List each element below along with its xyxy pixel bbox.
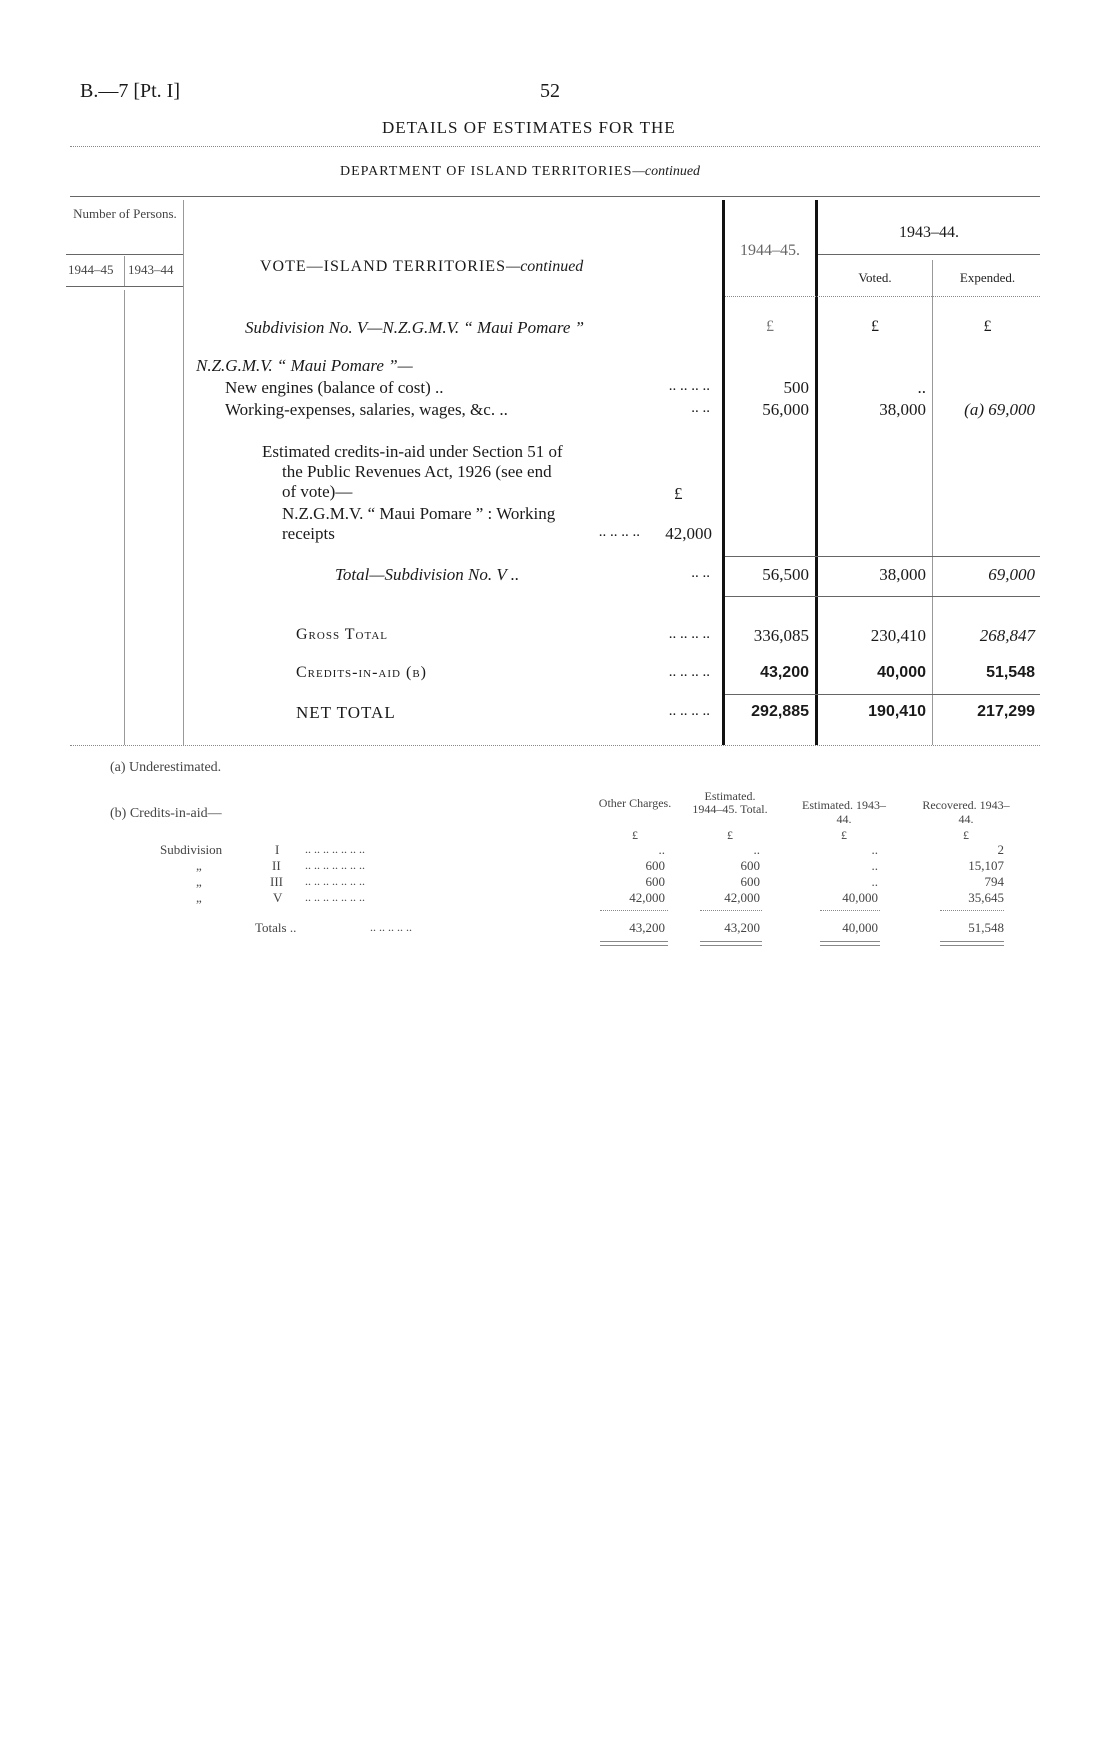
credits-in-aid-dots: .. .. .. .. <box>668 664 710 680</box>
credits-in-aid-est: 43,200 <box>760 664 809 681</box>
footnote-pound-est: £ <box>841 828 847 842</box>
footnote-row-est-total: 600 <box>740 874 760 889</box>
credits-in-aid-expended: 51,548 <box>986 664 1035 681</box>
footnote-totals-est: 40,000 <box>842 920 878 935</box>
document-reference: B.—7 [Pt. I] <box>80 80 180 102</box>
gross-total-label: Gross Total <box>296 626 389 643</box>
persons-year-1944: 1944–45 <box>68 262 114 277</box>
item-dots-working-expenses: .. .. <box>691 400 710 416</box>
footnote-row-est-total: 600 <box>740 858 760 873</box>
footnote-row-recovered: 35,645 <box>968 890 1004 905</box>
persons-year-rule <box>66 286 184 287</box>
gross-total-voted: 230,410 <box>870 626 926 645</box>
credits-pound-sign: £ <box>674 484 683 503</box>
pound-sign-expended: £ <box>983 318 992 335</box>
page-number: 52 <box>540 80 560 102</box>
footnote-row-dots: .. .. .. .. .. .. .. <box>305 842 365 856</box>
credits-note-line-2: the Public Revenues Act, 1926 (see end <box>282 462 552 481</box>
footnote-row-recovered: 2 <box>997 842 1004 857</box>
col-header-expended: Expended. <box>959 270 1016 285</box>
footnote-col-estimated-1943: Estimated. 1943–44. <box>802 798 886 826</box>
footnote-a: (a) Underestimated. <box>110 760 222 775</box>
footnote-row-est: 40,000 <box>842 890 878 905</box>
item-voted-new-engines: .. <box>917 378 926 397</box>
footnote-row-prefix: „ <box>196 858 202 873</box>
item-est-working-expenses: 56,000 <box>762 400 809 419</box>
vote-heading-continued: —continued <box>505 258 584 275</box>
col-header-1943-rule <box>818 254 1040 255</box>
footnote-pound-est-total: £ <box>727 828 733 842</box>
subdivision-heading: Subdivision No. V—N.Z.G.M.V. “ Maui Pomare ” <box>245 318 585 337</box>
footnote-double-rule <box>820 941 880 946</box>
persons-year-1943: 1943–44 <box>128 262 174 277</box>
footnote-col-recovered: Recovered. 1943–44. <box>922 798 1010 826</box>
footnote-row-dots: .. .. .. .. .. .. .. <box>305 874 365 888</box>
credits-note-line-3: of vote)— <box>282 482 353 501</box>
footnote-row-other: 600 <box>645 858 665 873</box>
net-total-expended: 217,299 <box>977 703 1035 720</box>
subdivision-total-est: 56,500 <box>762 565 809 584</box>
footnote-row-num: V <box>273 890 283 905</box>
footnote-row-dots: .. .. .. .. .. .. .. <box>305 858 365 872</box>
footnote-row-est: .. <box>871 842 878 857</box>
persons-header-rule <box>66 254 184 255</box>
net-total-dots: .. .. .. .. <box>668 703 710 719</box>
item-voted-working-expenses: 38,000 <box>879 400 926 419</box>
net-total-est: 292,885 <box>751 703 809 720</box>
gross-total-est: 336,085 <box>753 626 809 645</box>
footnote-pound-other: £ <box>632 828 638 842</box>
footnote-totals-label: Totals .. <box>255 920 297 935</box>
persons-year-divider <box>124 256 125 286</box>
vessel-heading: N.Z.G.M.V. “ Maui Pomare ”— <box>196 356 413 375</box>
footnote-row-num: III <box>270 874 283 889</box>
title-rule <box>70 146 1040 147</box>
footnote-row-dots: .. .. .. .. .. .. .. <box>305 890 365 904</box>
footnote-totals-est-total: 43,200 <box>724 920 760 935</box>
credits-in-aid-voted: 40,000 <box>877 664 926 681</box>
subdivision-total-label: Total—Subdivision No. V .. <box>335 565 520 584</box>
item-est-new-engines: 500 <box>783 378 809 397</box>
footnote-row-recovered: 794 <box>984 874 1004 889</box>
item-expended-working-expenses: (a) 69,000 <box>964 400 1035 419</box>
col-header-1943: 1943–44. <box>899 224 959 241</box>
persons-right-border <box>183 200 184 745</box>
footnote-sum-rule <box>600 910 668 911</box>
subtotal-rule <box>725 556 1040 557</box>
footnote-totals-other: 43,200 <box>629 920 665 935</box>
pound-sign-1944: £ <box>766 318 774 335</box>
table-top-rule <box>70 196 1040 197</box>
credits-note-line-1: Estimated credits-in-aid under Section 51 of <box>262 442 563 461</box>
footnote-row-est: .. <box>871 858 878 873</box>
gross-total-expended: 268,847 <box>979 626 1035 645</box>
footnote-row-est-total: .. <box>753 842 760 857</box>
footnote-subdivision-word: Subdivision <box>160 842 223 857</box>
footnote-b-label: (b) Credits-in-aid— <box>110 806 222 821</box>
net-total-voted: 190,410 <box>868 703 926 720</box>
number-of-persons-header: Number of Persons. <box>73 206 177 221</box>
footnote-row-est-total: 42,000 <box>724 890 760 905</box>
expended-col-left-border <box>932 260 933 745</box>
page-title: DETAILS OF ESTIMATES FOR THE <box>382 118 676 137</box>
net-total-label: NET TOTAL <box>296 703 396 722</box>
department-subtitle <box>340 164 700 180</box>
credits-in-aid-label: Credits-in-aid (b) <box>296 664 427 681</box>
subdivision-total-rule <box>725 596 1040 597</box>
col-header-1944: 1944–45. <box>740 242 800 259</box>
credits-item-dots: .. .. .. .. <box>598 524 640 540</box>
footnote-sum-rule <box>940 910 1004 911</box>
footnote-row-other: 42,000 <box>629 890 665 905</box>
subdivision-total-dots: .. .. <box>691 565 710 581</box>
subdivision-total-expended: 69,000 <box>988 565 1035 584</box>
footnote-totals-recovered: 51,548 <box>968 920 1004 935</box>
persons-col-divider <box>124 290 125 745</box>
footnote-double-rule <box>940 941 1004 946</box>
footnote-double-rule <box>700 941 762 946</box>
credits-item-line-2: receipts <box>282 524 335 543</box>
vote-heading-main: VOTE—ISLAND TERRITORIES <box>260 258 506 275</box>
department-continued: —continued <box>632 164 701 179</box>
footnote-totals-dots: .. .. .. .. .. <box>370 920 412 934</box>
pound-sign-voted: £ <box>871 318 879 335</box>
footnote-row-prefix: „ <box>196 874 202 889</box>
footnote-row-num: I <box>275 842 280 857</box>
item-label-new-engines: New engines (balance of cost) .. <box>225 378 444 397</box>
col-header-voted: Voted. <box>858 270 892 285</box>
footnote-sum-rule <box>700 910 762 911</box>
credits-amount: 42,000 <box>665 524 712 543</box>
department-name: DEPARTMENT OF ISLAND TERRITORIES <box>340 164 633 179</box>
table-bottom-rule <box>70 745 1040 746</box>
col-header-bottom-rule <box>725 296 1040 297</box>
item-label-working-expenses: Working-expenses, salaries, wages, &c. .. <box>225 400 508 419</box>
item-dots-new-engines: .. .. .. .. <box>668 378 710 394</box>
footnote-row-recovered: 15,107 <box>968 858 1004 873</box>
footnote-row-other: .. <box>658 842 665 857</box>
footnote-row-prefix: „ <box>196 890 202 905</box>
footnote-double-rule <box>600 941 668 946</box>
footnote-sum-rule <box>820 910 880 911</box>
gross-total-dots: .. .. .. .. <box>668 626 710 642</box>
footnote-row-num: II <box>272 858 281 873</box>
vote-heading <box>260 258 583 276</box>
footnote-col-other-charges: Other Charges. <box>598 796 672 810</box>
credits-item-line-1: N.Z.G.M.V. “ Maui Pomare ” : Working <box>282 504 556 523</box>
footnote-row-other: 600 <box>645 874 665 889</box>
footnote-row-est: .. <box>871 874 878 889</box>
subdivision-total-voted: 38,000 <box>879 565 926 584</box>
footnote-pound-recovered: £ <box>963 828 969 842</box>
footnote-col-estimated-total: Estimated. 1944–45. Total. <box>692 789 768 816</box>
net-total-rule <box>725 694 1040 695</box>
